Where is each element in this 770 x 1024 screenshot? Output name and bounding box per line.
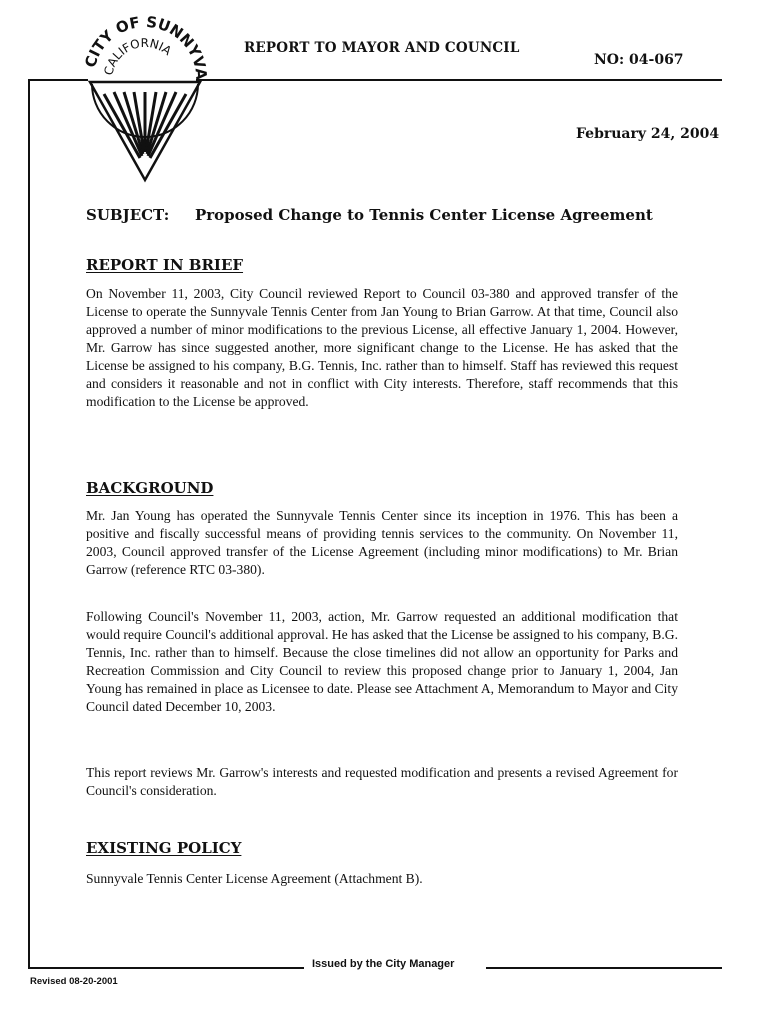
revised-date: Revised 08-20-2001 (30, 976, 118, 987)
top-rule-right (196, 79, 722, 81)
city-seal-logo (80, 16, 210, 190)
subject-text: Proposed Change to Tennis Center License Agreement (195, 206, 653, 224)
paragraph-existing-policy: Sunnyvale Tennis Center License Agreement (Attachment B). (86, 871, 423, 886)
paragraph-background-1: Mr. Jan Young has operated the Sunnyvale Tennis Center since its inception in 1976. This has been a positive and fiscally successful means of providing tennis services to the community. On November 11, 2003, Council approved transfer of the License Agreement (including minor modifications) to Mr. Brian Garrow (reference RTC 03-380). (86, 508, 678, 577)
top-rule-left (28, 79, 88, 81)
svg-text:CITY OF SUNNYVALE: CITY OF SUNNYVA (81, 16, 210, 81)
subject-line (86, 206, 653, 224)
report-number: NO: 04-067 (594, 52, 684, 68)
paragraph-report-in-brief: On November 11, 2003, City Council reviewed Report to Council 03-380 and approved transfer of the License to operate the Sunnyvale Tennis Center from Jan Young to Brian Garrow. At that time, Council also approved a number of minor modifications to the previous License, all effective January 1, 2004. However, Mr. Garrow has since suggested another, more significant change to the License. He has asked that the License be assigned to his company, B.G. Tennis, Inc. rather than to himself. Staff has reviewed this request and considers it reasonable and not in conflict with City interests. Therefore, staff recommends that this modification to the License be approved. (86, 286, 678, 409)
heading-background: BACKGROUND (86, 479, 214, 497)
heading-existing-policy: EXISTING POLICY (86, 839, 242, 857)
paragraph-background-3: This report reviews Mr. Garrow's interests and requested modification and presents a revised Agreement for Council's consideration. (86, 765, 678, 798)
report-date: February 24, 2004 (576, 126, 720, 142)
svg-text:CALIFORNIA: CALIFORNIA (101, 35, 175, 77)
heading-report-in-brief: REPORT IN BRIEF (86, 256, 244, 274)
bottom-rule-right (486, 967, 722, 969)
report-title: REPORT TO MAYOR AND COUNCIL (244, 40, 520, 56)
bottom-rule-left (28, 967, 304, 969)
subject-label: SUBJECT: (86, 206, 170, 224)
paragraph-background-2: Following Council's November 11, 2003, action, Mr. Garrow requested an additional modification that would require Council's additional approval. He has asked that the License be assigned to his company, B.G. Tennis, Inc. rather than to himself. Because the close timelines did not allow an opportunity for Parks and Recreation Commission and City Council to review this proposed change prior to January 1, 2004, Jan Young has remained in place as Licensee to date. Please see Attachment A, Memorandum to Mayor and City Council dated December 10, 2003. (86, 609, 678, 714)
left-border-rule (28, 79, 30, 969)
issued-by-city-manager: Issued by the City Manager (312, 958, 455, 970)
